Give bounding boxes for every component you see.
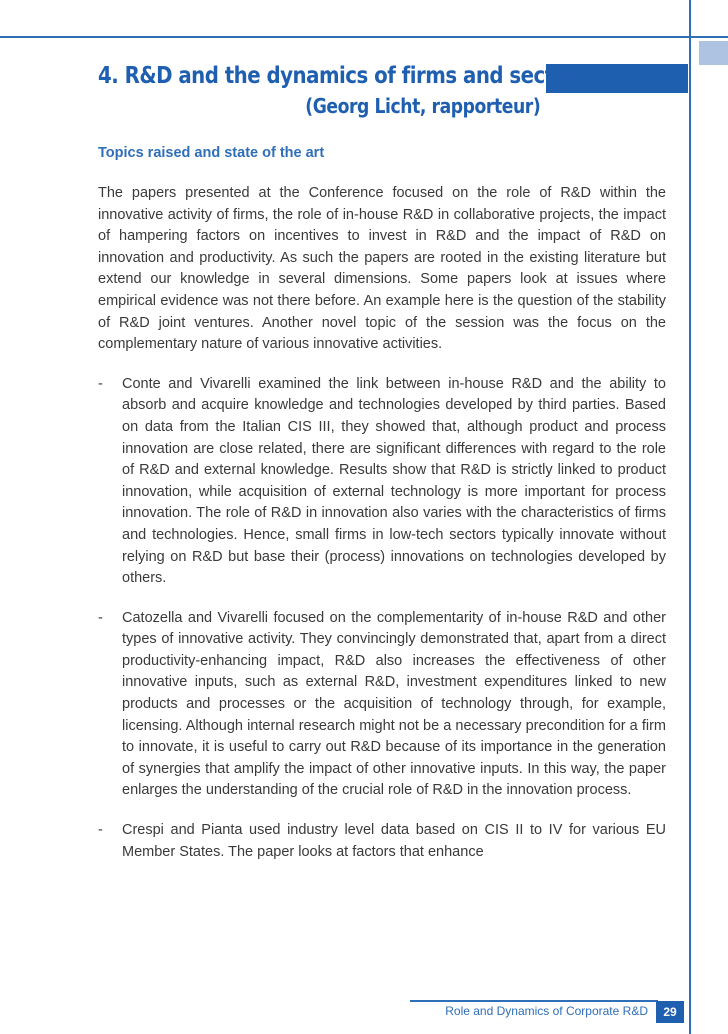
page-number: 29 — [656, 1001, 684, 1023]
header-rule — [0, 36, 728, 38]
chapter-title: 4. R&D and the dynamics of firms and sectors — [98, 63, 588, 89]
list-item — [98, 820, 666, 863]
bullet-marker: - — [98, 609, 103, 626]
bullet-text: Crespi and Pianta used industry level data based on CIS II to IV for various EU Member States. The paper looks at factors that enhance — [122, 822, 666, 860]
intro-paragraph: The papers presented at the Conference focused on the role of R&D within the innovative activity of firms, the role of in-house R&D in collaborative projects, the impact of hampering factors on incentives to invest in R&D and the impact of R&D on innovation and productivity. As such the papers are rooted in the existing literature but extend our knowledge in several dimensions. Some papers look at issues where empirical evidence was not there before. An example here is the question of the stability of R&D joint ventures. Another novel topic of the session was the focus on the complementary nature of various innovative activities. — [98, 185, 666, 353]
list-item — [98, 608, 666, 802]
body-text — [98, 183, 666, 881]
bullet-marker: - — [98, 822, 103, 839]
page-edge-rule — [689, 0, 691, 1034]
list-item — [98, 374, 666, 590]
running-footer: Role and Dynamics of Corporate R&D — [445, 1004, 648, 1018]
rapporteur-line: (Georg Licht, rapporteur) — [304, 94, 540, 118]
section-heading: Topics raised and state of the art — [98, 145, 325, 161]
tab-marker — [699, 41, 728, 65]
bullet-text: Conte and Vivarelli examined the link between in-house R&D and the ability to absorb and acquire knowledge and technologies developed by third parties. Based on data from the Italian CIS III, they showed that, although product and process innovation are close related, there are significant differences with regard to the role of R&D and external knowledge. Results show that R&D is strictly linked to product innovation, while acquisition of external technology is more important for process innovation. The role of R&D in innovation also varies with the characteristics of firms and technologies. Hence, small firms in low-tech sectors typically innovate without relying on R&D but base their (process) innovations on technologies developed by others. — [122, 375, 666, 587]
bullet-marker: - — [98, 375, 103, 392]
bullet-text: Catozella and Vivarelli focused on the complementarity of in-house R&D and other types of innovative activity. They convincingly demonstrated that, apart from a direct productivity-enhancing impact, R&D also increases the effectiveness of other innovative inputs, such as external R&D, investment expenditures linked to new products and processes or the acquisition of technology through, for example, licensing. Although internal research might not be a necessary precondition for a firm to innovate, it is useful to carry out R&D because of its importance in the generation of synergies that amplify the impact of other innovative inputs. In this way, the paper enlarges the understanding of the crucial role of R&D in the innovation process. — [122, 609, 666, 799]
footer-rule — [410, 1000, 658, 1002]
